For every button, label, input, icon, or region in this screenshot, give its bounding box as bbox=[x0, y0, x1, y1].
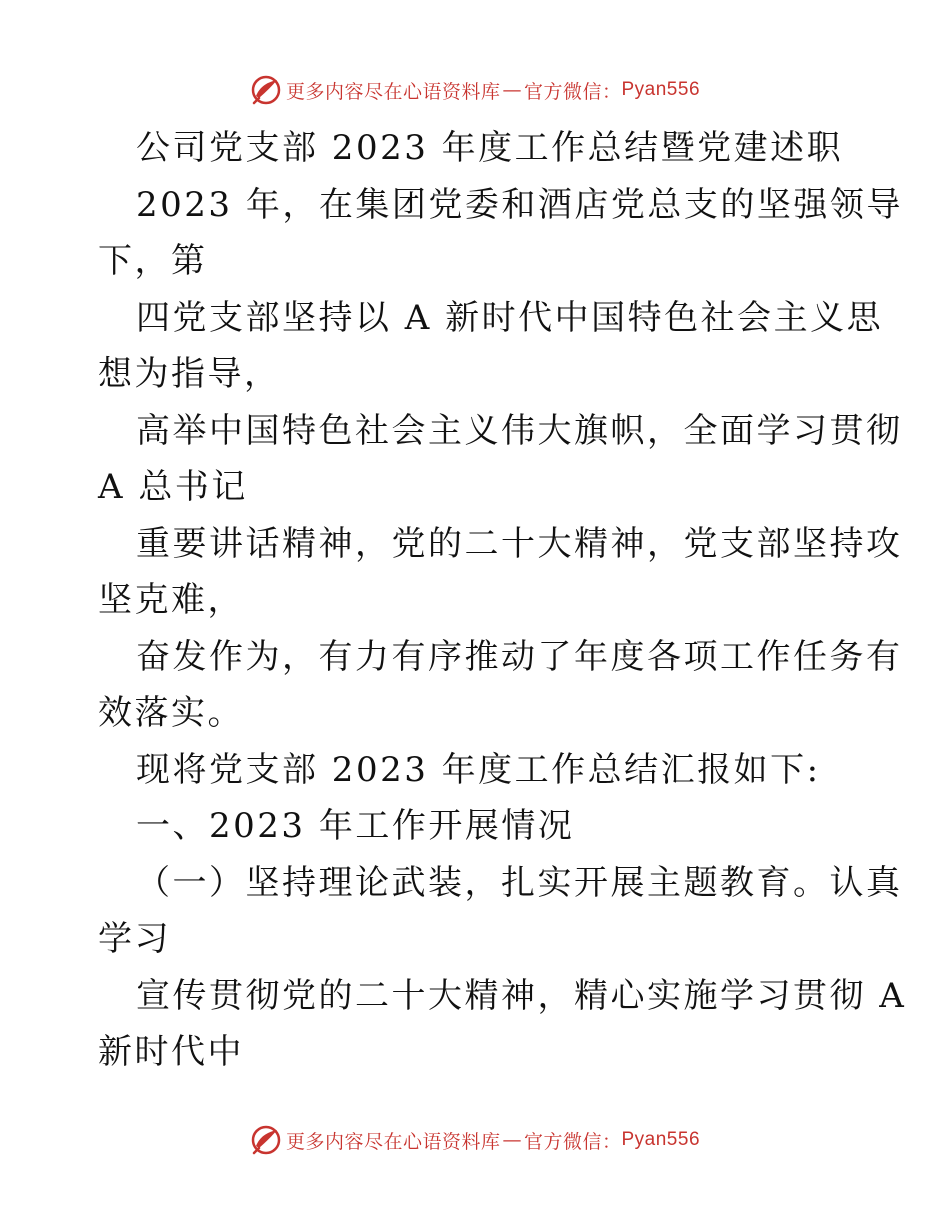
text-line: 想为指导， bbox=[98, 354, 281, 394]
text-line: 学习 bbox=[98, 919, 171, 959]
watermark-separator: — bbox=[502, 1129, 522, 1151]
subsection-heading: （一）坚持理论武装，扎实开展主题教育。认真 bbox=[136, 862, 903, 903]
watermark-separator: — bbox=[502, 79, 522, 101]
text-line: 坚克难， bbox=[98, 580, 244, 620]
text-line: 新时代中 bbox=[98, 1032, 244, 1072]
watermark-wechat-label: 官方微信： bbox=[523, 1130, 622, 1153]
document-body bbox=[98, 120, 907, 1081]
pen-logo-icon bbox=[250, 1124, 282, 1156]
text-line: 下，第 bbox=[98, 241, 208, 281]
text-line: 重要讲话精神，党的二十大精神，党支部坚持攻 bbox=[136, 523, 903, 564]
watermark-wechat-label: 官方微信： bbox=[523, 80, 622, 103]
text-line: A 总书记 bbox=[98, 467, 248, 507]
text-line: 四党支部坚持以 A 新时代中国特色社会主义思 bbox=[136, 297, 884, 338]
text-line: 2023 年，在集团党委和酒店党总支的坚强领导 bbox=[136, 184, 903, 225]
watermark-wechat-id: Pyan556 bbox=[621, 79, 701, 100]
text-line: 奋发作为，有力有序推动了年度各项工作任务有 bbox=[136, 636, 903, 677]
watermark-text: 更多内容尽在心语资料库 bbox=[285, 80, 501, 103]
document-title: 公司党支部 2023 年度工作总结暨党建述职 bbox=[136, 128, 844, 168]
text-line: 宣传贯彻党的二十大精神，精心实施学习贯彻 A bbox=[136, 975, 907, 1016]
text-line: 效落实。 bbox=[98, 693, 244, 733]
watermark-wechat-id: Pyan556 bbox=[621, 1129, 701, 1150]
watermark-banner-top bbox=[0, 70, 950, 110]
pen-logo-icon bbox=[250, 74, 282, 106]
watermark-text: 更多内容尽在心语资料库 bbox=[285, 1130, 501, 1153]
text-line: 高举中国特色社会主义伟大旗帜，全面学习贯彻 bbox=[136, 410, 903, 451]
section-heading: 一、2023 年工作开展情况 bbox=[136, 806, 575, 846]
watermark-banner-bottom bbox=[0, 1120, 950, 1160]
text-line: 现将党支部 2023 年度工作总结汇报如下: bbox=[136, 749, 821, 790]
